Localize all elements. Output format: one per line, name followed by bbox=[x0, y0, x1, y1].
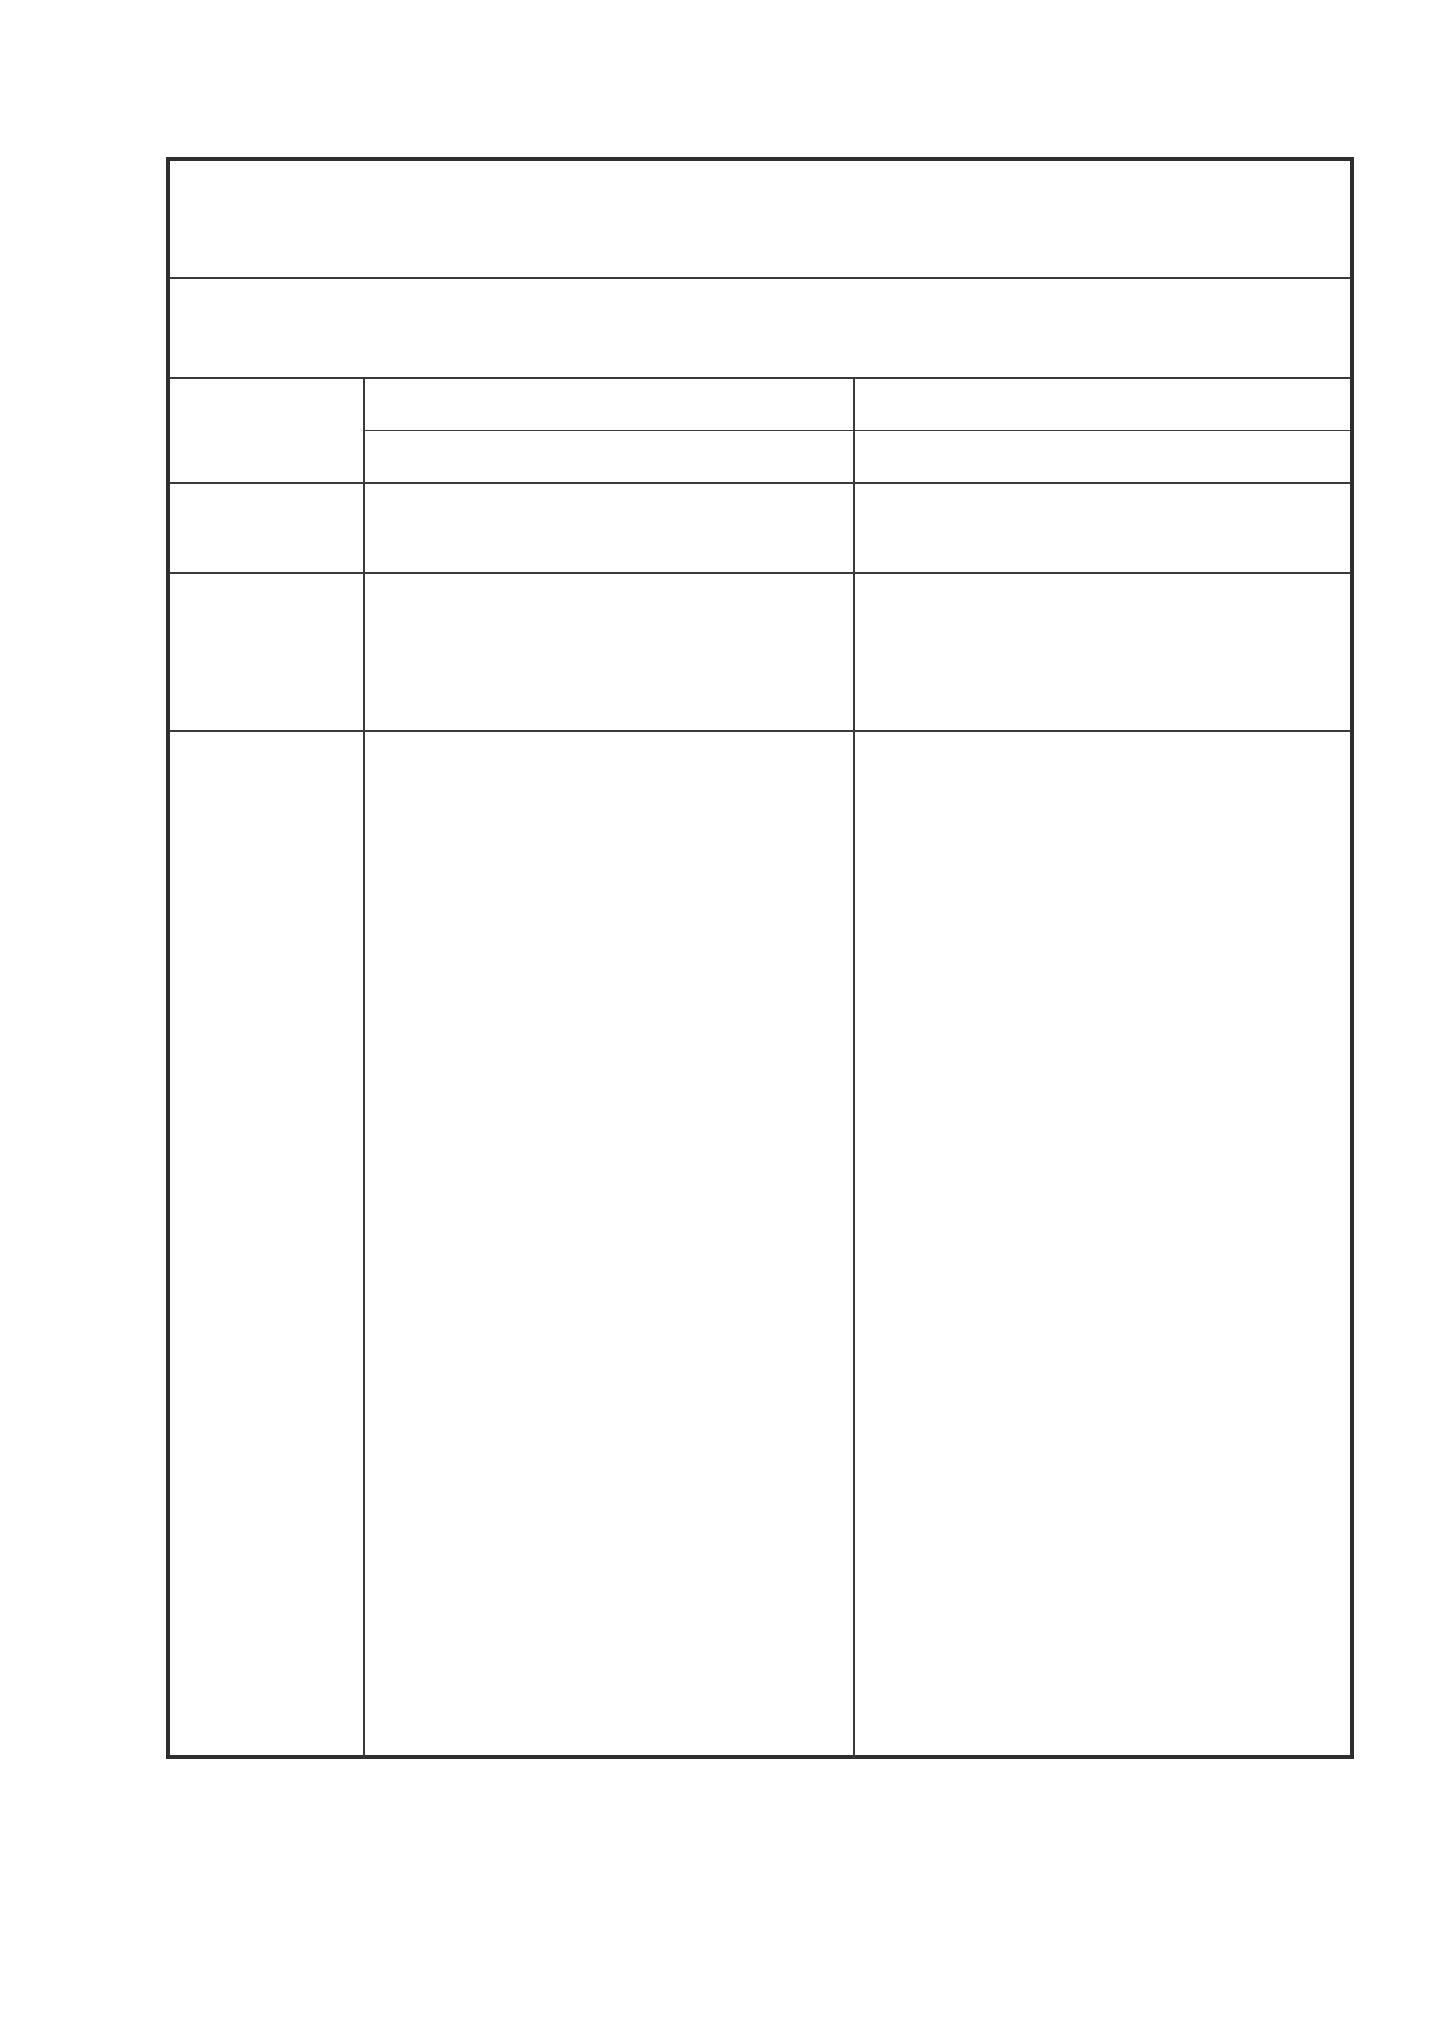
table-row bbox=[170, 574, 1350, 732]
heading-row bbox=[170, 279, 1350, 379]
header-subdivider bbox=[365, 379, 1350, 431]
change-registration-table bbox=[166, 157, 1354, 1759]
table-row bbox=[170, 484, 1350, 574]
column-divider bbox=[853, 379, 855, 1759]
document-title bbox=[170, 195, 1350, 246]
column-divider bbox=[363, 379, 365, 1759]
title-row bbox=[170, 161, 1350, 279]
